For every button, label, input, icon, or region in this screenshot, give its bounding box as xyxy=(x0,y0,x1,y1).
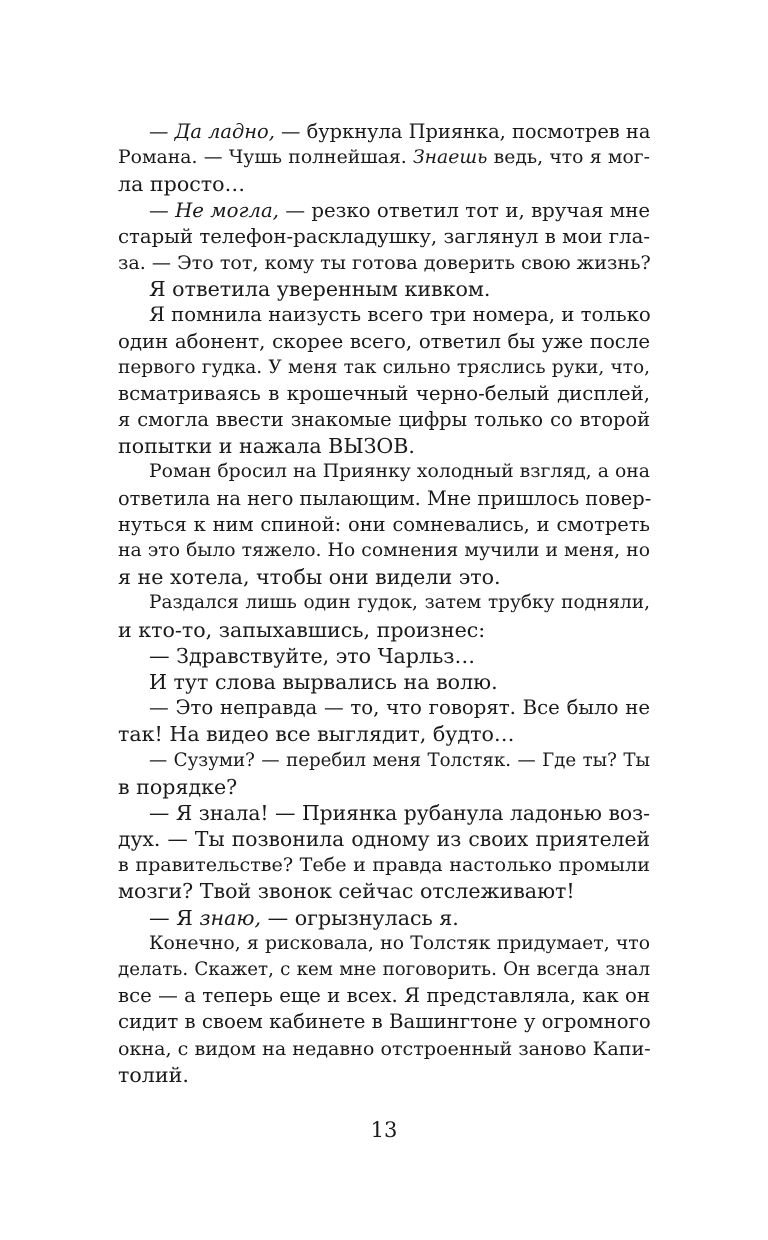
text-span: Романа. — Чушь полнейшая. xyxy=(118,147,413,169)
italic-text: Да ладно, xyxy=(174,120,275,143)
text-span: И тут слова вырвались на волю. xyxy=(149,669,498,694)
text-span: так! На видео все выглядит, будто… xyxy=(118,722,515,747)
text-span: толий. xyxy=(118,1062,189,1087)
text-line xyxy=(118,957,650,983)
text-span: я не хотела, чтобы они видели это. xyxy=(118,565,501,590)
text-line xyxy=(118,198,650,224)
body-text xyxy=(118,119,650,1088)
text-line xyxy=(118,145,650,171)
text-span: делать. Скажет, с кем мне поговорить. Он всегда знал xyxy=(118,959,650,980)
text-span: — Это неправда — то, что говорят. Все было не xyxy=(149,696,650,720)
text-span: — Здравствуйте, это Чарльз… xyxy=(149,643,476,668)
text-span: — xyxy=(149,198,176,222)
text-span: мозги? Твой звонок сейчас отслеживают! xyxy=(118,879,575,904)
text-span: ведь, что я мог- xyxy=(487,147,650,169)
text-line xyxy=(118,459,650,485)
text-line xyxy=(118,1009,650,1035)
text-span: на это было тяжело. Но сомнения мучили и меня, но xyxy=(118,540,650,561)
text-span: окна, с видом на недавно отстроенный заново Капи- xyxy=(118,1036,651,1060)
text-line xyxy=(118,695,650,721)
text-line xyxy=(118,721,650,747)
text-line xyxy=(118,171,650,197)
text-span: попытки и нажала ВЫЗОВ. xyxy=(118,434,415,459)
text-line xyxy=(118,800,650,826)
italic-text: Знаешь xyxy=(412,147,488,169)
text-line xyxy=(118,826,650,852)
text-line xyxy=(118,878,650,904)
text-line xyxy=(118,669,650,695)
text-span: дух. — Ты позвонила одному из своих приятелей xyxy=(118,827,650,852)
text-line xyxy=(118,643,650,669)
text-span: один абонент, скорее всего, ответил бы уже после xyxy=(118,329,650,353)
text-span: Раздался лишь один гудок, затем трубку подняли, xyxy=(149,592,650,614)
text-span: Я помнила наизусть всего три номера, и только xyxy=(149,303,651,327)
text-line xyxy=(118,564,650,590)
text-line xyxy=(118,329,650,355)
text-span: за. — Это тот, кому ты готова доверить свою жизнь? xyxy=(118,250,651,274)
text-line xyxy=(118,852,650,878)
text-span: я смогла ввести знакомые цифры только со второй xyxy=(118,408,650,432)
text-span: всматриваясь в крошечный черно-белый дисплей, xyxy=(118,381,650,405)
text-span: старый телефон-раскладушку, заглянул в мои гла- xyxy=(118,224,650,248)
text-span: — Я знала! — Приянка рубанула ладонью воз- xyxy=(149,800,650,825)
text-line xyxy=(118,302,650,328)
text-line xyxy=(118,433,650,459)
text-span: Роман бросил на Приянку холодный взгляд, а она xyxy=(149,461,650,483)
text-line xyxy=(118,1062,650,1088)
italic-text: Не могла, xyxy=(175,198,279,222)
text-line xyxy=(118,931,650,957)
text-span: в порядке? xyxy=(118,774,238,799)
text-span: — огрызнулась я. xyxy=(261,905,459,930)
text-line xyxy=(118,119,650,145)
text-line xyxy=(118,538,650,564)
text-span: — резко ответил тот и, вручая мне xyxy=(278,198,650,222)
text-span: ответила на него пылающим. Мне пришлось повер- xyxy=(118,486,652,510)
text-line xyxy=(118,276,650,302)
text-line xyxy=(118,355,650,381)
text-line xyxy=(118,617,650,643)
text-line xyxy=(118,224,650,250)
text-line xyxy=(118,774,650,800)
text-line xyxy=(118,512,650,538)
text-span: ла просто… xyxy=(118,172,246,197)
text-line xyxy=(118,905,650,931)
text-line xyxy=(118,590,650,616)
text-span: — Я xyxy=(149,905,200,930)
text-span: Я ответила уверенным кивком. xyxy=(149,277,491,302)
text-span: — буркнула Приянка, посмотрев на xyxy=(274,120,651,143)
text-span: — Сузуми? — перебил меня Толстяк. — Где ты? Ты xyxy=(149,749,650,771)
text-span: первого гудка. У меня так сильно тряслись руки, что, xyxy=(118,356,650,378)
italic-text: знаю, xyxy=(199,905,262,930)
text-line xyxy=(118,407,650,433)
text-line xyxy=(118,748,650,774)
page-number: 13 xyxy=(370,1118,398,1142)
text-span: Конечно, я рисковала, но Толстяк придумает, что xyxy=(149,932,650,954)
text-span: — xyxy=(149,120,175,143)
text-span: в правительстве? Тебе и правда настолько промыли xyxy=(118,853,650,877)
text-span: все — а теперь еще и всех. Я представляла, как он xyxy=(118,984,650,1008)
text-line xyxy=(118,486,650,512)
text-line xyxy=(118,250,650,276)
text-span: и кто-то, запыхавшись, произнес: xyxy=(118,617,486,642)
text-line xyxy=(118,381,650,407)
text-line xyxy=(118,983,650,1009)
text-span: нуться к ним спиной: они сомневались, и смотреть xyxy=(118,512,650,536)
text-line xyxy=(118,1036,650,1062)
text-span: сидит в своем кабинете в Вашингтоне у огромного xyxy=(118,1010,651,1034)
